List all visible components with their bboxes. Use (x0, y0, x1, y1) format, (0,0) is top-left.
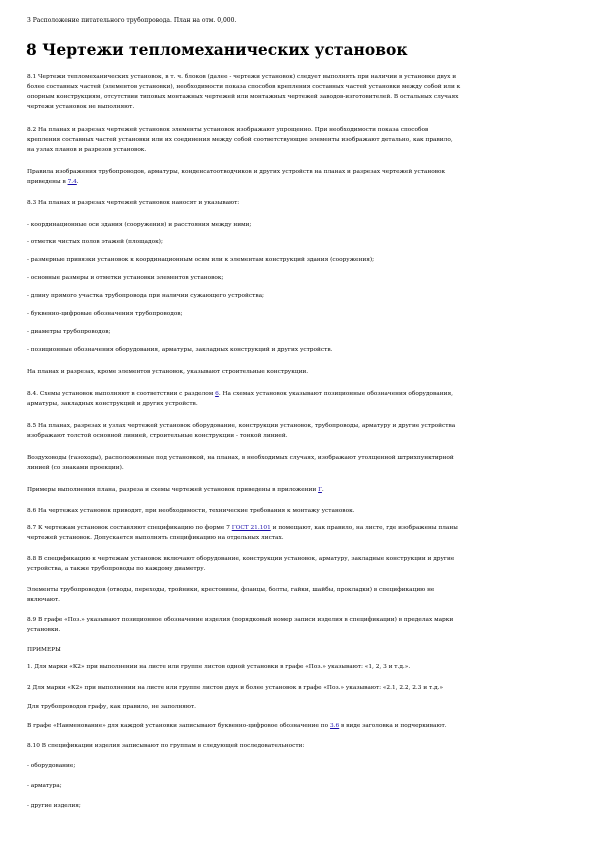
paragraph-8-1-line-3: опорным конструкциям, отсутствии типовых монтажных чертежей или монтажных чертежей заводов-изготовителей. В остальных случаях (27, 94, 459, 100)
paragraph-8-7-line-2: чертежей установок. Допускается выполнять спецификацию на отдельных листах. (27, 535, 284, 541)
list-item: - оборудование; (27, 763, 76, 769)
paragraph-8-2-line-2: крепления составных частей установки или их соединения между собой соответствующие элементы изображают детально, как правило, (27, 137, 453, 143)
link-section-6[interactable]: 6 (215, 391, 219, 397)
paragraph-air-ducts-line-2: линией (со знаками проекции). (27, 465, 124, 471)
examples-label: ПРИМЕРЫ (27, 647, 61, 653)
example-1: 1. Для марки «К2» при выполнении на листе или группе листов одной установки в графе «Поз.» указывают: «1, 2, 3 и т.д.». (27, 664, 411, 670)
list-item: - размерные привязки установок к координационным осям или к элементам конструкций здания (сооружения); (27, 257, 375, 263)
paragraph-8-3: 8.3 На планах и разрезах чертежей установок наносят и указывают: (27, 200, 240, 206)
paragraph-8-8-line-2: устройства, а также трубопроводы по каждому диаметру. (27, 566, 206, 572)
list-item: - длину прямого участка трубопровода при наличии сужающего устройства; (27, 293, 264, 299)
list-item: - отметки чистых полов этажей (площадок); (27, 239, 163, 245)
paragraph-8-6: 8.6 На чертежах установок приводят, при необходимости, технические требования к монтажу установок. (27, 508, 355, 514)
paragraph-pipes: Для трубопроводов графу, как правило, не заполняют. (27, 704, 196, 710)
name-column-text: В графе «Наименование» для каждой установки записывают буквенно-цифровое обозначение по (27, 723, 330, 729)
section-heading: 8 Чертежи тепломеханических установок (26, 40, 408, 59)
paragraph-8-5-line-2: изображают толстой основной линией, строительные конструкции - тонкой линией. (27, 433, 288, 439)
paragraph-examples-g (27, 485, 572, 495)
link-appendix-g[interactable]: Г (318, 487, 322, 493)
p84-text-end: . На схемах установок указывают позиционные обозначения оборудования, (218, 391, 453, 397)
list-item: - другие изделия; (27, 803, 81, 809)
p84-text: 8.4. Схемы установок выполняют в соответствии с разделом (27, 391, 216, 397)
list-item: - основные размеры и отметки установки элементов установок; (27, 275, 224, 281)
paragraph-8-8-line-1: 8.8 В спецификацию к чертежам установок включают оборудование, конструкции установок, арматуру, закладные конструкции и другие (27, 556, 455, 562)
paragraph-name-column (27, 721, 572, 731)
paragraph-8-7-line-1 (27, 523, 572, 533)
figure-caption: 3 Расположение питательного трубопровода. План на отм. 0,000. (27, 17, 237, 24)
p87-text-end: и помещают, как правило, на листе, где изображены планы (270, 525, 458, 531)
list-item: - арматура; (27, 783, 62, 789)
paragraph-building: На планах и разрезах, кроме элементов установок, указывают строительные конструкции. (27, 369, 309, 375)
paragraph-air-ducts-line-1: Воздуховоды (газоходы), расположенные под установкой, на планах, в необходимых случаях, изображают утолщенной штрихпунктирной (27, 455, 454, 461)
examples-g-end: . (321, 487, 324, 493)
rules-text: приведены в (27, 179, 68, 185)
paragraph-8-1-line-2: более составных частей (элементов установки), необходимости показа способов крепления составных частей установки между собой или к (27, 84, 461, 90)
rules-text-end: . (76, 179, 79, 185)
link-section-7-4[interactable]: 7.4 (67, 179, 77, 185)
paragraph-rules-line-2 (27, 177, 572, 187)
paragraph-8-9-line-1: 8.9 В графе «Поз.» указывают позиционное обозначение изделия (порядковый номер записи изделия в спецификации) в пределах марки (27, 617, 454, 623)
paragraph-8-10: 8.10 В спецификации изделия записывают по группам в следующей последовательности: (27, 743, 305, 749)
paragraph-8-4-line-1 (27, 389, 572, 399)
paragraph-8-5-line-1: 8.5 На планах, разрезах и узлах чертежей установок оборудование, конструкции установок, трубопроводы, арматуру и другие устройства (27, 423, 456, 429)
link-section-3-6[interactable]: 3.6 (329, 723, 340, 729)
examples-g-text: Примеры выполнения плана, разреза и схемы чертежей установок приведены в приложении (27, 487, 319, 493)
paragraph-8-1-line-1: 8.1 Чертежи тепломеханических установок, в т. ч. блоков (далее - чертежи установок) следует выполнять при наличии в установке двух и (27, 74, 457, 80)
paragraph-8-1-line-4: чертежи установок не выполняют. (27, 104, 135, 110)
list-item: - буквенно-цифровые обозначения трубопроводов; (27, 311, 183, 317)
paragraph-8-4-line-2: арматуры, закладных конструкций и других устройств. (27, 401, 198, 407)
list-item: - позиционные обозначения оборудования, арматуры, закладных конструкций и других устройств. (27, 347, 333, 353)
paragraph-8-9-line-2: установки. (27, 627, 61, 633)
example-2: 2 Для марки «К2» при выполнении на листе или группе листов двух и более установок в графе «Поз.» указывают: «2.1, 2.2, 2.3 и т.д.» (27, 685, 444, 691)
paragraph-elements-line-2: включают. (27, 597, 61, 603)
p87-text: 8.7 К чертежам установок составляют спецификацию по форме 7 (27, 525, 232, 531)
name-column-end: в виде заголовка и подчеркивают. (339, 723, 447, 729)
list-item: - координационные оси здания (сооружения) и расстояния между ними; (27, 222, 252, 228)
link-gost-21-101[interactable]: ГОСТ 21.101 (231, 525, 271, 531)
paragraph-8-2-line-1: 8.2 На планах и разрезах чертежей установок элементы установок изображают упрощенно. При необходимости показа способов (27, 127, 429, 133)
paragraph-rules-line-1: Правила изображения трубопроводов, арматуры, конденсатоотводчиков и других устройств на планах и разрезах чертежей установок (27, 169, 446, 175)
paragraph-8-2-line-3: на узлах планов и разрезов установок. (27, 147, 147, 153)
list-item: - диаметры трубопроводов; (27, 329, 111, 335)
paragraph-elements-line-1: Элементы трубопроводов (отводы, переходы, тройники, крестовины, фланцы, болты, гайки, шайбы, прокладки) в спецификацию не (27, 587, 435, 593)
